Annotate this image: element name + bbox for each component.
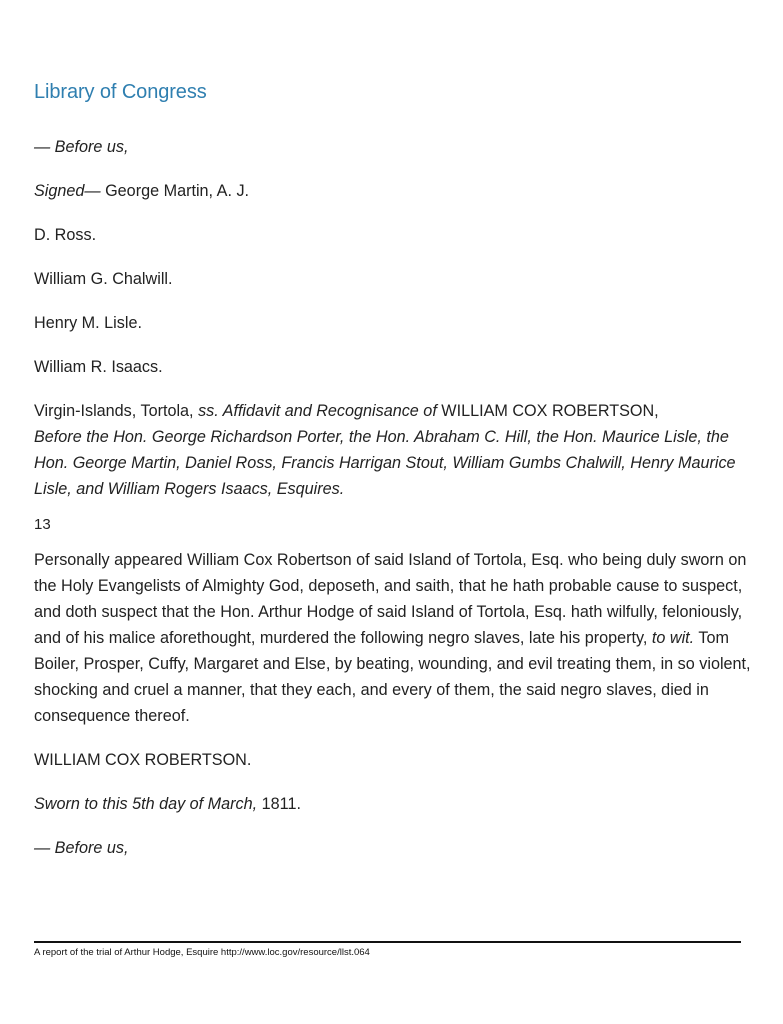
before-us-top (34, 134, 754, 160)
signed-line (34, 178, 754, 204)
deposition-to-wit: to wit. (651, 629, 695, 647)
deposition-body (34, 547, 754, 729)
signed-label: Signed— (34, 182, 101, 200)
affidavit-place: Virgin-Islands, Tortola, (34, 402, 199, 420)
sworn-year: 1811. (257, 795, 301, 813)
signatory-4: Henry M. Lisle. (34, 314, 142, 332)
deponent-signature: WILLIAM COX ROBERTSON. (34, 751, 252, 769)
document-body (34, 134, 754, 879)
before-us-bottom-text: — Before us, (34, 839, 129, 857)
before-us-bottom (34, 835, 754, 861)
page-number: 13 (34, 516, 51, 533)
signatory-5: William R. Isaacs. (34, 358, 163, 376)
affidavit-ss: ss. Affidavit and Recognisance of (198, 402, 437, 420)
signatory-2: D. Ross. (34, 226, 97, 244)
footer-citation: A report of the trial of Arthur Hodge, Esquire http://www.loc.gov/resource/llst.064 (34, 947, 370, 958)
signed-name: George Martin, A. J. (100, 182, 250, 200)
affidavit-name: WILLIAM COX ROBERTSON, (436, 402, 659, 420)
deposition-body-part2: Tom Boiler, Prosper, Cuffy, Margaret and Else, by beating, wounding, and evil treating them, in so violent, shocking and cruel a manner, that they each, and every of them, the said negro slaves, died in consequence thereof. (34, 629, 751, 725)
sworn-italic: Sworn to this 5th day of March, (34, 795, 258, 813)
before-us-top-text: — Before us, (34, 138, 129, 156)
deposition-body-part1: Personally appeared William Cox Robertson of said Island of Tortola, Esq. who being duly sworn on the Holy Evangelists of Almighty God, deposeth, and saith, that he hath probable cause to suspect, and doth suspect that the Hon. Arthur Hodge of said Island of Tortola, Esq. hath wilfully, feloniously, and of his malice aforethought, murdered the following negro slaves, late his property, (34, 551, 747, 647)
affidavit-heading (34, 398, 754, 502)
sworn-line (34, 791, 754, 817)
footer-divider (34, 941, 741, 943)
signatory-3: William G. Chalwill. (34, 270, 173, 288)
affidavit-before: Before the Hon. George Richardson Porter, the Hon. Abraham C. Hill, the Hon. Maurice Lisle, the Hon. George Martin, Daniel Ross, Francis Harrigan Stout, William Gumbs Chalwill, Henry Maurice Lisle, and William Rogers Isaacs, Esquires. (34, 428, 736, 498)
page-header-title: Library of Congress (34, 81, 207, 103)
